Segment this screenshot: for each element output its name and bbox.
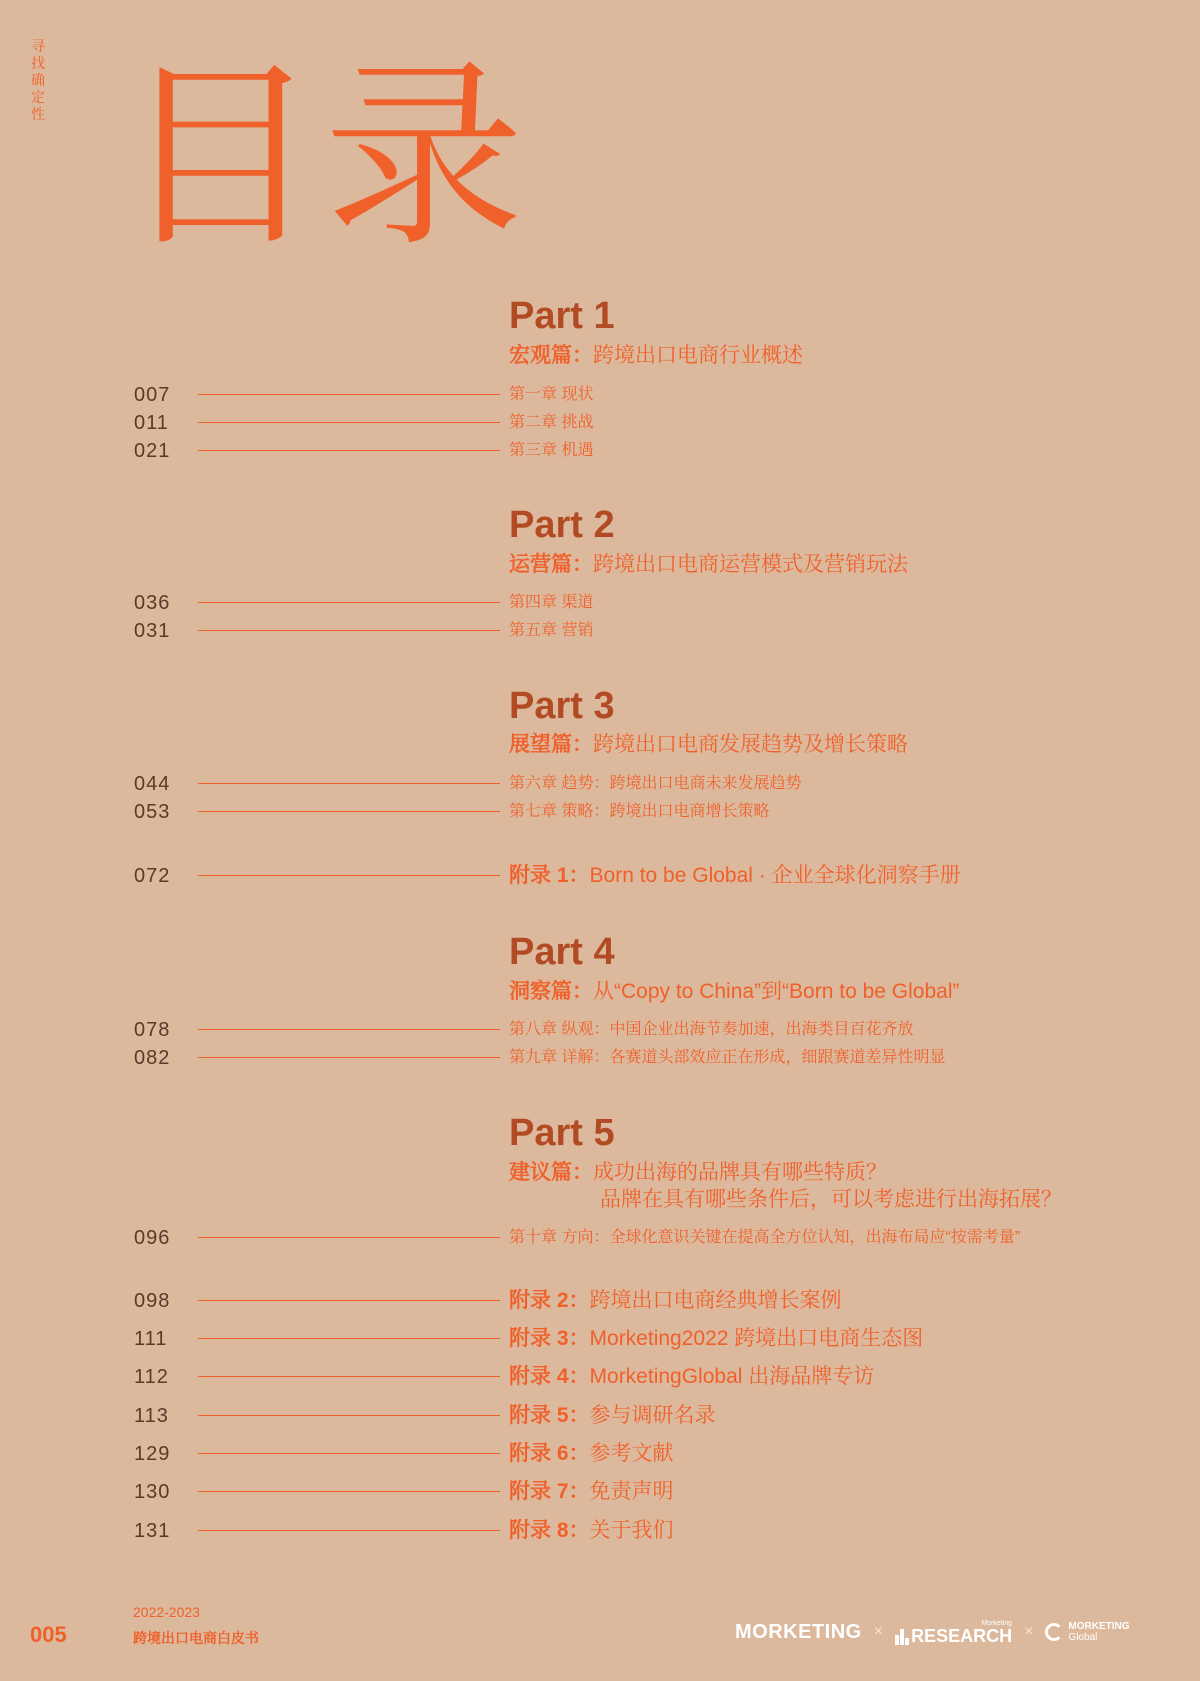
toc-page-number: 131 (134, 1520, 171, 1542)
appendix-label: Born to be Global · 企业全球化洞察手册 (589, 864, 961, 887)
appendix-prefix: 附录 1： (509, 864, 590, 887)
morketing-logo: MORKETING (735, 1620, 862, 1643)
part-4-title: Part 4 (509, 931, 615, 973)
part-1-title: Part 1 (509, 295, 615, 337)
toc-page-number: 129 (134, 1443, 171, 1465)
toc-entry-label: 第六章 趋势：跨境出口电商未来发展趋势 (509, 775, 802, 792)
part-2-subtitle (509, 552, 908, 578)
leader-line (198, 811, 500, 812)
leader-line (198, 1453, 500, 1454)
toc-entry[interactable] (0, 1043, 1200, 1073)
toc-entry[interactable] (0, 380, 1200, 410)
toc-page-number: 130 (134, 1481, 171, 1503)
footer-logos (735, 1618, 1130, 1646)
toc-entry-label: 第三章 机遇 (509, 442, 594, 459)
toc-entry-label: 第二章 挑战 (509, 414, 594, 431)
footer-year: 2022-2023 (133, 1604, 200, 1620)
toc-page-number: 011 (134, 412, 169, 434)
leader-line (198, 1300, 500, 1301)
toc-page-number: 112 (134, 1366, 169, 1388)
appendix-label: MorketingGlobal 出海品牌专访 (589, 1365, 875, 1388)
part-5-subtitle-text: 成功出海的品牌具有哪些特质？ (593, 1161, 887, 1184)
toc-entry-label (509, 1401, 716, 1431)
global-mark-icon (1045, 1623, 1063, 1641)
appendix-prefix: 附录 7： (509, 1480, 590, 1503)
toc-entry-label: 第七章 策略：跨境出口电商增长策略 (509, 803, 770, 820)
appendix-prefix: 附录 4： (509, 1365, 590, 1388)
leader-line (198, 1491, 500, 1492)
part-1-subtitle-text: 跨境出口电商行业概述 (593, 344, 803, 367)
toc-entry[interactable] (0, 797, 1200, 827)
toc-entry-appendix[interactable] (0, 1362, 1200, 1392)
leader-line (198, 1530, 500, 1531)
toc-entry-label (509, 1362, 874, 1392)
appendix-label: 参考文献 (589, 1442, 674, 1465)
toc-page-number: 031 (134, 620, 171, 642)
leader-line (198, 450, 500, 451)
part-3-subtitle-text: 跨境出口电商发展趋势及增长策略 (593, 733, 908, 756)
part-3-subtitle-prefix: 展望篇： (509, 733, 593, 756)
toc-page-number: 072 (134, 865, 171, 887)
toc-entry-appendix[interactable] (0, 1477, 1200, 1507)
morketing-global-logo (1045, 1621, 1129, 1643)
leader-line (198, 1338, 500, 1339)
part-5-subtitle (509, 1160, 887, 1186)
appendix-label: 跨境出口电商经典增长案例 (589, 1289, 842, 1312)
part-2-subtitle-prefix: 运营篇： (509, 553, 593, 576)
toc-entry-appendix[interactable] (0, 1516, 1200, 1546)
toc-entry-label (509, 861, 961, 891)
toc-entry[interactable] (0, 588, 1200, 618)
toc-entry[interactable] (0, 769, 1200, 799)
toc-entry-appendix[interactable] (0, 1324, 1200, 1354)
toc-entry[interactable] (0, 1223, 1200, 1253)
appendix-label: 参与调研名录 (589, 1404, 716, 1427)
leader-line (198, 602, 500, 603)
leader-line (198, 422, 500, 423)
global-logo-line1: MORKETING (1068, 1621, 1130, 1632)
appendix-label: 关于我们 (589, 1519, 674, 1542)
toc-page-number: 053 (134, 801, 171, 823)
toc-page-number: 098 (134, 1290, 171, 1312)
toc-entry-appendix[interactable] (0, 1439, 1200, 1469)
leader-line (198, 783, 500, 784)
toc-entry-label: 第四章 渠道 (509, 594, 594, 611)
toc-entry-label (509, 1439, 674, 1469)
part-3-subtitle (509, 732, 908, 758)
toc-entry-label (509, 1286, 842, 1316)
toc-page-number: 096 (134, 1227, 171, 1249)
toc-page-number: 036 (134, 592, 171, 614)
toc-page-number: 021 (134, 440, 171, 462)
toc-page-number: 007 (134, 384, 171, 406)
part-4-subtitle-text: 从“Copy to China”到“Born to be Global” (593, 980, 960, 1003)
toc-entry-label: 第一章 现状 (509, 386, 594, 403)
appendix-label: 免责声明 (589, 1480, 674, 1503)
part-4-subtitle (509, 979, 960, 1005)
page-title: 目录 (120, 46, 529, 269)
part-5-subtitle-line2: 品牌在具有哪些条件后，可以考虑进行出海拓展？ (600, 1188, 1062, 1211)
research-logo-small: Morketing (981, 1619, 1013, 1627)
appendix-prefix: 附录 8： (509, 1519, 590, 1542)
toc-entry-label: 第十章 方向：全球化意识关键在提高全方位认知，出海布局应“按需考量” (509, 1229, 1021, 1246)
toc-entry-label (509, 1477, 674, 1507)
part-3-title: Part 3 (509, 685, 615, 727)
logo-separator: × (1024, 1623, 1034, 1640)
toc-entry-label: 第五章 营销 (509, 622, 594, 639)
footer-page-number: 005 (30, 1622, 67, 1647)
toc-entry-appendix-1[interactable] (0, 861, 1200, 891)
research-logo (895, 1620, 1012, 1645)
toc-entry[interactable] (0, 408, 1200, 438)
leader-line (198, 875, 500, 876)
bars-icon (895, 1629, 909, 1645)
toc-entry-appendix[interactable] (0, 1286, 1200, 1316)
appendix-label: Morketing2022 跨境出口电商生态图 (589, 1327, 924, 1350)
toc-entry[interactable] (0, 1015, 1200, 1045)
toc-entry-label: 第八章 纵观：中国企业出海节奏加速，出海类目百花齐放 (509, 1021, 914, 1038)
logo-separator: × (873, 1623, 884, 1640)
leader-line (198, 1376, 500, 1377)
toc-entry-label (509, 1324, 923, 1354)
toc-entry-appendix[interactable] (0, 1401, 1200, 1431)
toc-page-number: 082 (134, 1047, 171, 1069)
part-5-subtitle-prefix: 建议篇： (509, 1161, 593, 1184)
toc-entry[interactable] (0, 436, 1200, 466)
toc-page-number: 113 (134, 1405, 169, 1427)
part-2-subtitle-text: 跨境出口电商运营模式及营销玩法 (593, 553, 908, 576)
part-2-title: Part 2 (509, 504, 615, 546)
toc-entry-label (509, 1516, 674, 1546)
leader-line (198, 630, 500, 631)
part-1-subtitle (509, 343, 803, 369)
part-5-title: Part 5 (509, 1112, 615, 1154)
toc-page-number: 078 (134, 1019, 171, 1041)
toc-entry[interactable] (0, 616, 1200, 646)
footer-doc-title: 跨境出口电商白皮书 (133, 1630, 259, 1646)
appendix-prefix: 附录 3： (509, 1327, 590, 1350)
side-tag: 寻找确定性 (31, 38, 45, 122)
appendix-prefix: 附录 5： (509, 1404, 590, 1427)
leader-line (198, 1415, 500, 1416)
toc-page-number: 111 (134, 1328, 168, 1350)
leader-line (198, 394, 500, 395)
appendix-prefix: 附录 2： (509, 1289, 590, 1312)
leader-line (198, 1029, 500, 1030)
global-logo-line2: Global (1068, 1632, 1098, 1643)
leader-line (198, 1237, 500, 1238)
toc-entry-label: 第九章 详解：各赛道头部效应正在形成，细跟赛道差异性明显 (509, 1049, 946, 1066)
part-1-subtitle-prefix: 宏观篇： (509, 344, 593, 367)
part-4-subtitle-prefix: 洞察篇： (509, 980, 593, 1003)
appendix-prefix: 附录 6： (509, 1442, 590, 1465)
research-logo-text: RESEARCH (911, 1625, 1013, 1646)
toc-page-number: 044 (134, 773, 171, 795)
leader-line (198, 1057, 500, 1058)
